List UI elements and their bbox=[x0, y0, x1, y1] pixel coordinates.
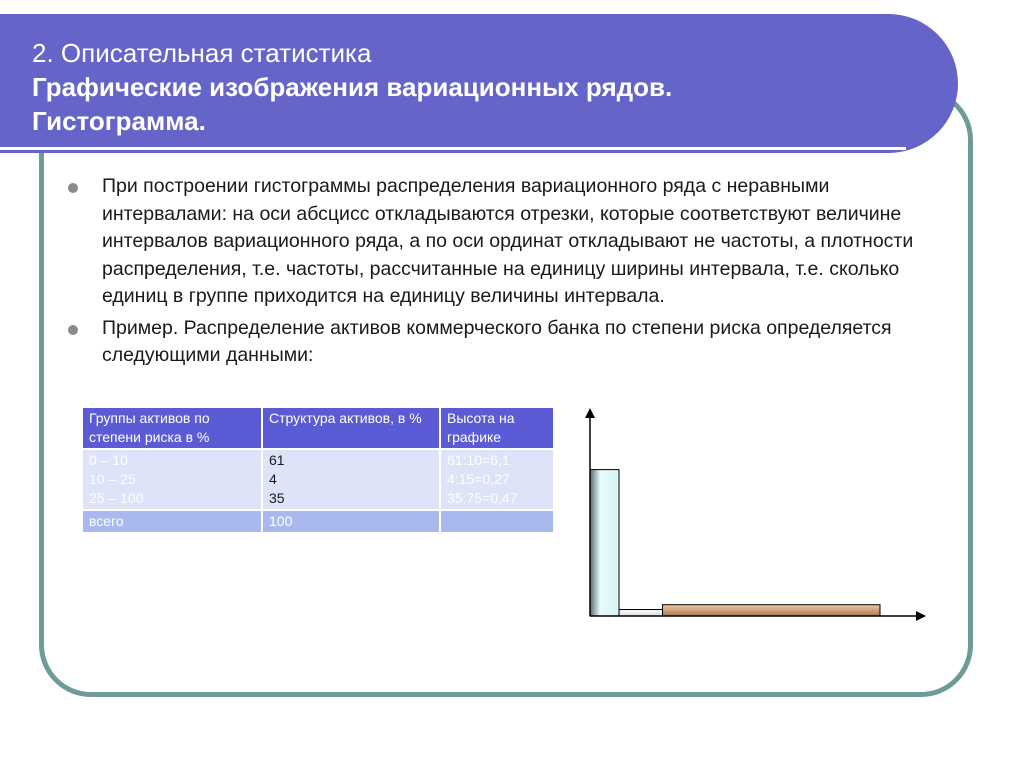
group-value: 25 – 100 bbox=[89, 490, 144, 506]
histogram-bar bbox=[663, 605, 881, 616]
bullet-item bbox=[64, 173, 934, 311]
bullet-dot-icon bbox=[68, 183, 78, 193]
bullet-item bbox=[64, 315, 934, 370]
structure-value: 61 bbox=[269, 452, 285, 468]
height-value: 61:10=6,1 bbox=[447, 452, 510, 468]
total-label: всего bbox=[83, 511, 261, 532]
structure-value: 35 bbox=[269, 490, 285, 506]
title-line-2: Графические изображения вариационных рядов. bbox=[32, 72, 673, 102]
table-total-row bbox=[83, 511, 553, 532]
title-underline bbox=[0, 147, 906, 150]
y-axis-arrow-icon bbox=[585, 408, 595, 418]
structure-value: 4 bbox=[269, 471, 277, 487]
group-value: 10 – 25 bbox=[89, 471, 136, 487]
histogram-bar bbox=[619, 610, 663, 616]
bullet-dot-icon bbox=[68, 325, 78, 335]
title-bar bbox=[0, 14, 958, 153]
header-height: Высота на графике bbox=[441, 408, 553, 448]
table-header-row bbox=[83, 408, 553, 448]
height-value: 4:15=0,27 bbox=[447, 471, 510, 487]
header-structure: Структура активов, в % bbox=[263, 408, 439, 448]
total-height bbox=[441, 511, 553, 532]
bullet-list bbox=[64, 173, 934, 374]
total-value: 100 bbox=[263, 511, 439, 532]
title-line-1: 2. Описательная статистика bbox=[32, 38, 372, 68]
group-value: 0 – 10 bbox=[89, 452, 128, 468]
assets-table bbox=[81, 406, 555, 534]
cell-groups bbox=[83, 450, 261, 509]
table-row bbox=[83, 450, 553, 509]
page-title bbox=[32, 36, 672, 138]
cell-heights bbox=[441, 450, 553, 509]
bullet-text: При построении гистограммы распределения вариационного ряда с неравными интервалами: на оси абсцисс откладываются отрезки, которые соответствуют величине интервалов вариационного ряда, а по оси ординат откладывают не частоты, а плотности распределения, т.е. частоты, рассчитанные на единицу ширины интервала, т.е. сколько единиц в группе приходится на единицу величины интервала. bbox=[102, 175, 914, 307]
histogram-chart bbox=[570, 400, 940, 630]
histogram-bar bbox=[590, 470, 619, 616]
height-value: 35:75=0,47 bbox=[447, 490, 518, 506]
bullet-text: Пример. Распределение активов коммерческого банка по степени риска определяется следующими данными: bbox=[102, 316, 892, 366]
title-line-3: Гистограмма. bbox=[32, 106, 206, 136]
x-axis-arrow-icon bbox=[916, 611, 926, 621]
header-groups: Группы активов по степени риска в % bbox=[83, 408, 261, 448]
cell-structure bbox=[263, 450, 439, 509]
